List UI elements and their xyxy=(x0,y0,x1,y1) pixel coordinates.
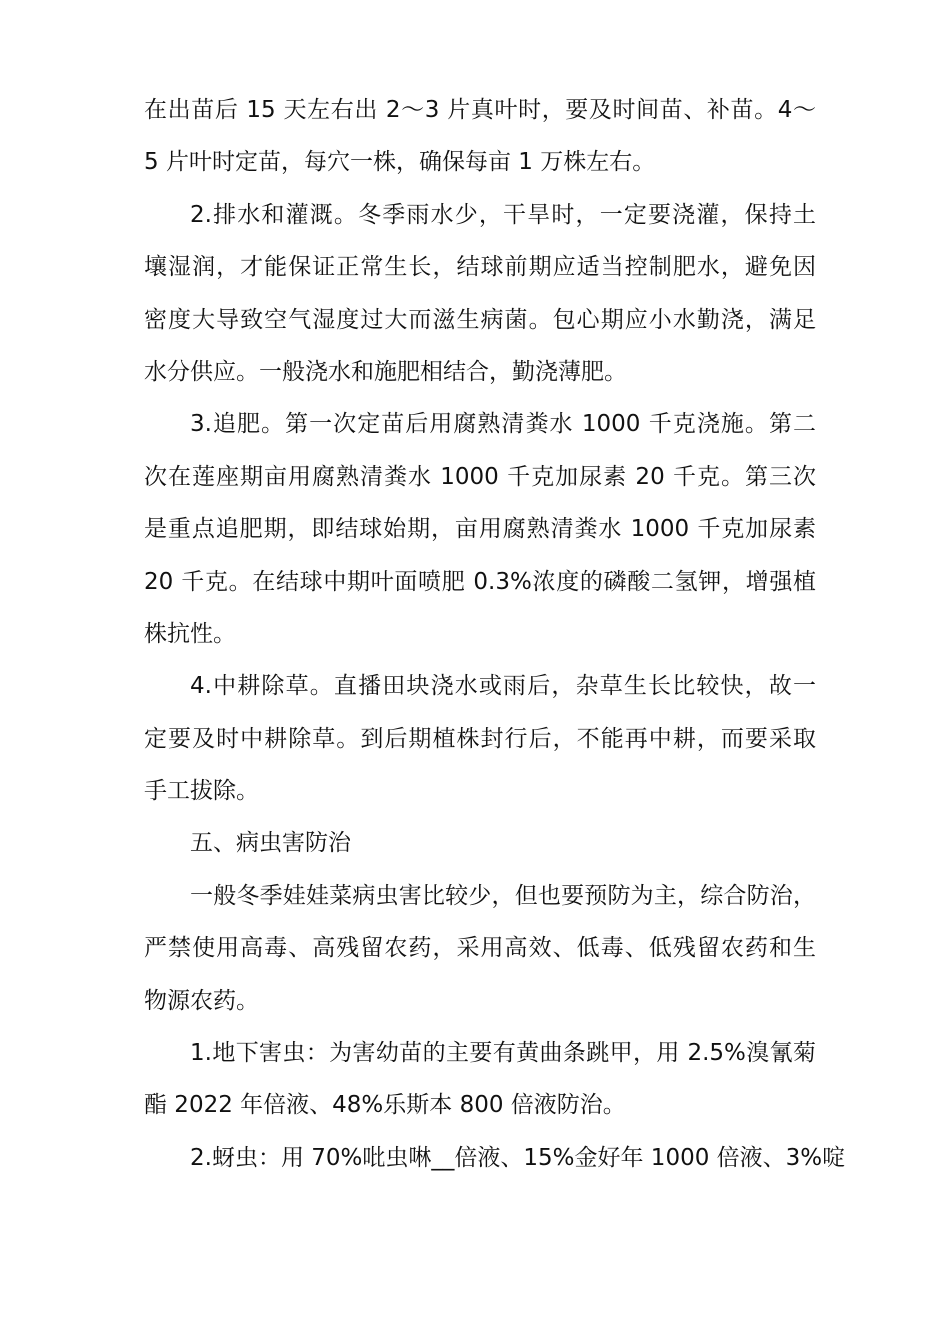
text-line: 密度大导致空气湿度过大而滋生病菌。包心期应小水勤浇，满足 xyxy=(144,306,816,333)
text-line: 2.蚜虫：用 70%吡虫啉__倍液、15%金好年 1000 倍液、3%啶 xyxy=(190,1144,846,1171)
text-line: 株抗性。 xyxy=(144,620,236,647)
text-line: 手工拔除。 xyxy=(144,778,259,805)
text-line: 酯 2022 年倍液、48%乐斯本 800 倍液防治。 xyxy=(144,1092,626,1119)
text-line: 一般冬季娃娃菜病虫害比较少，但也要预防为主，综合防治， xyxy=(190,882,816,909)
text-line: 定要及时中耕除草。到后期植株封行后，不能再中耕，而要采取 xyxy=(144,725,816,752)
text-line: 2.排水和灌溉。冬季雨水少，干旱时，一定要浇灌，保持土 xyxy=(190,201,816,228)
text-line: 5 片叶时定苗，每穴一株，确保每亩 1 万株左右。 xyxy=(144,149,656,176)
text-line: 是重点追肥期，即结球始期，亩用腐熟清粪水 1000 千克加尿素 xyxy=(144,516,816,543)
text-line: 物源农药。 xyxy=(144,987,259,1014)
text-line: 3.追肥。第一次定苗后用腐熟清粪水 1000 千克浇施。第二 xyxy=(190,411,816,438)
document-body xyxy=(144,84,846,1184)
text-line: 五、病虫害防治 xyxy=(190,830,351,857)
text-line: 在出苗后 15 天左右出 2～3 片真叶时，要及时间苗、补苗。4～ xyxy=(144,97,816,123)
text-line: 水分供应。一般浇水和施肥相结合，勤浇薄肥。 xyxy=(144,358,627,385)
text-line: 次在莲座期亩用腐熟清粪水 1000 千克加尿素 20 千克。第三次 xyxy=(144,463,816,490)
text-line: 20 千克。在结球中期叶面喷肥 0.3%浓度的磷酸二氢钾，增强植 xyxy=(144,568,816,595)
text-line: 壤湿润，才能保证正常生长，结球前期应适当控制肥水，避免因 xyxy=(144,254,816,281)
text-line: 1.地下害虫：为害幼苗的主要有黄曲条跳甲，用 2.5%溴氰菊 xyxy=(190,1040,816,1067)
text-line: 严禁使用高毒、高残留农药，采用高效、低毒、低残留农药和生 xyxy=(144,935,816,962)
text-line: 4.中耕除草。直播田块浇水或雨后，杂草生长比较快，故一 xyxy=(190,673,816,700)
